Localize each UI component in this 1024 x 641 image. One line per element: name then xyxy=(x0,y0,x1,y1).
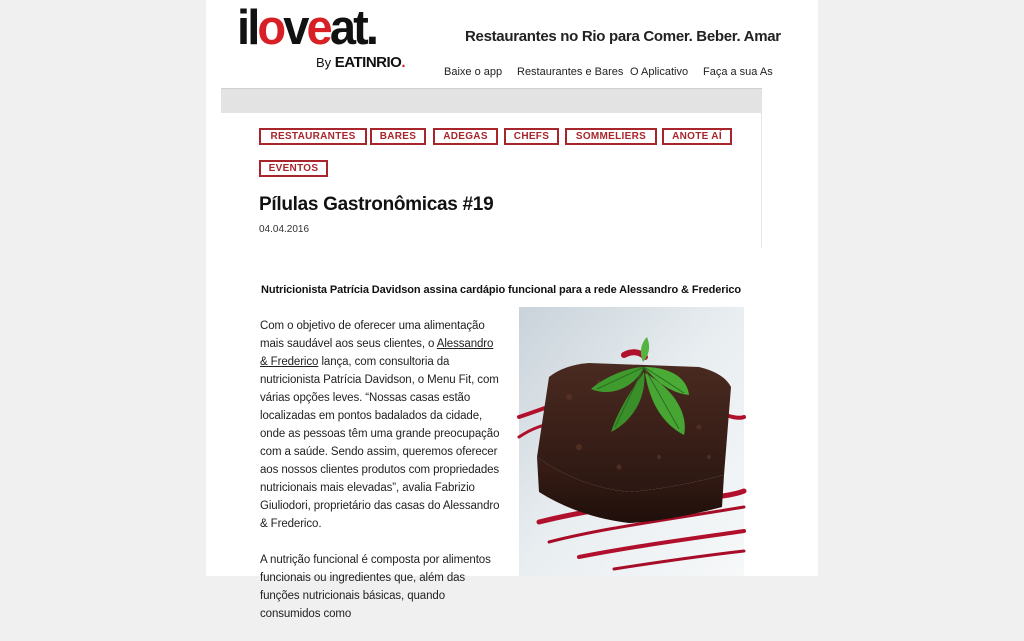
nav-item-baixe-app[interactable]: Baixe o app xyxy=(444,66,503,78)
logo-byline xyxy=(316,54,405,71)
article-subhead: Nutricionista Patrícia Davidson assina cardápio funcional para a rede Alessandro & Frederico xyxy=(261,284,742,296)
category-nav xyxy=(259,128,759,180)
category-eventos[interactable]: EVENTOS xyxy=(259,160,328,177)
article-body xyxy=(260,317,500,641)
alessandro-frederico-link[interactable]: Alessandro & Frederico xyxy=(260,338,494,368)
brownie-photo xyxy=(519,307,744,576)
site-logo[interactable] xyxy=(237,1,417,74)
nav-item-aplicativo[interactable]: O Aplicativo xyxy=(630,66,689,78)
nav-item-restaurantes-bares[interactable]: Restaurantes e Bares xyxy=(517,66,624,78)
article-date: 04.04.2016 xyxy=(259,224,310,235)
header-divider-bar xyxy=(221,88,762,113)
content-divider xyxy=(761,112,762,248)
logo-by-text: By xyxy=(316,55,332,70)
category-adegas[interactable]: ADEGAS xyxy=(433,128,498,145)
page xyxy=(206,0,818,620)
article-paragraph: A nutrição funcional é composta por alimentos funcionais ou ingredientes que, além das funções nutricionais básicas, quando consumidos como xyxy=(260,554,491,620)
top-nav xyxy=(444,66,773,82)
article-title: Pílulas Gastronômicas #19 xyxy=(259,194,494,215)
site-tagline: Restaurantes no Rio para Comer. Beber. Amar xyxy=(465,28,781,45)
logo-wordmark: iloveat. xyxy=(237,1,377,55)
category-anote-ai[interactable]: ANOTE AÍ xyxy=(662,128,732,145)
category-chefs[interactable]: CHEFS xyxy=(504,128,559,145)
article-paragraph xyxy=(260,317,500,533)
category-sommeliers[interactable]: SOMMELIERS xyxy=(565,128,657,145)
paragraph-text: Com o objetivo de oferecer uma alimentação mais saudável aos seus clientes, o xyxy=(260,320,485,350)
category-restaurantes[interactable]: RESTAURANTES xyxy=(259,128,367,145)
nav-item-faca-sua[interactable]: Faça a sua As xyxy=(703,66,773,78)
paragraph-text: lança, com consultoria da nutricionista Patrícia Davidson, o Menu Fit, com várias opções leves. “Nossas casas estão localizadas em pontos badalados da cidade, onde as pessoas têm uma grande preocupação com a saúde. Sendo assim, queremos oferecer aos nossos clientes produtos com propriedades nutricionais mais elevadas”, avalia Fabrizio Giuliodori, proprietário das casas do Alessandro & Frederico. xyxy=(260,356,500,530)
category-bares[interactable]: BARES xyxy=(370,128,426,145)
logo-brand: EATINRIO. xyxy=(334,54,406,71)
